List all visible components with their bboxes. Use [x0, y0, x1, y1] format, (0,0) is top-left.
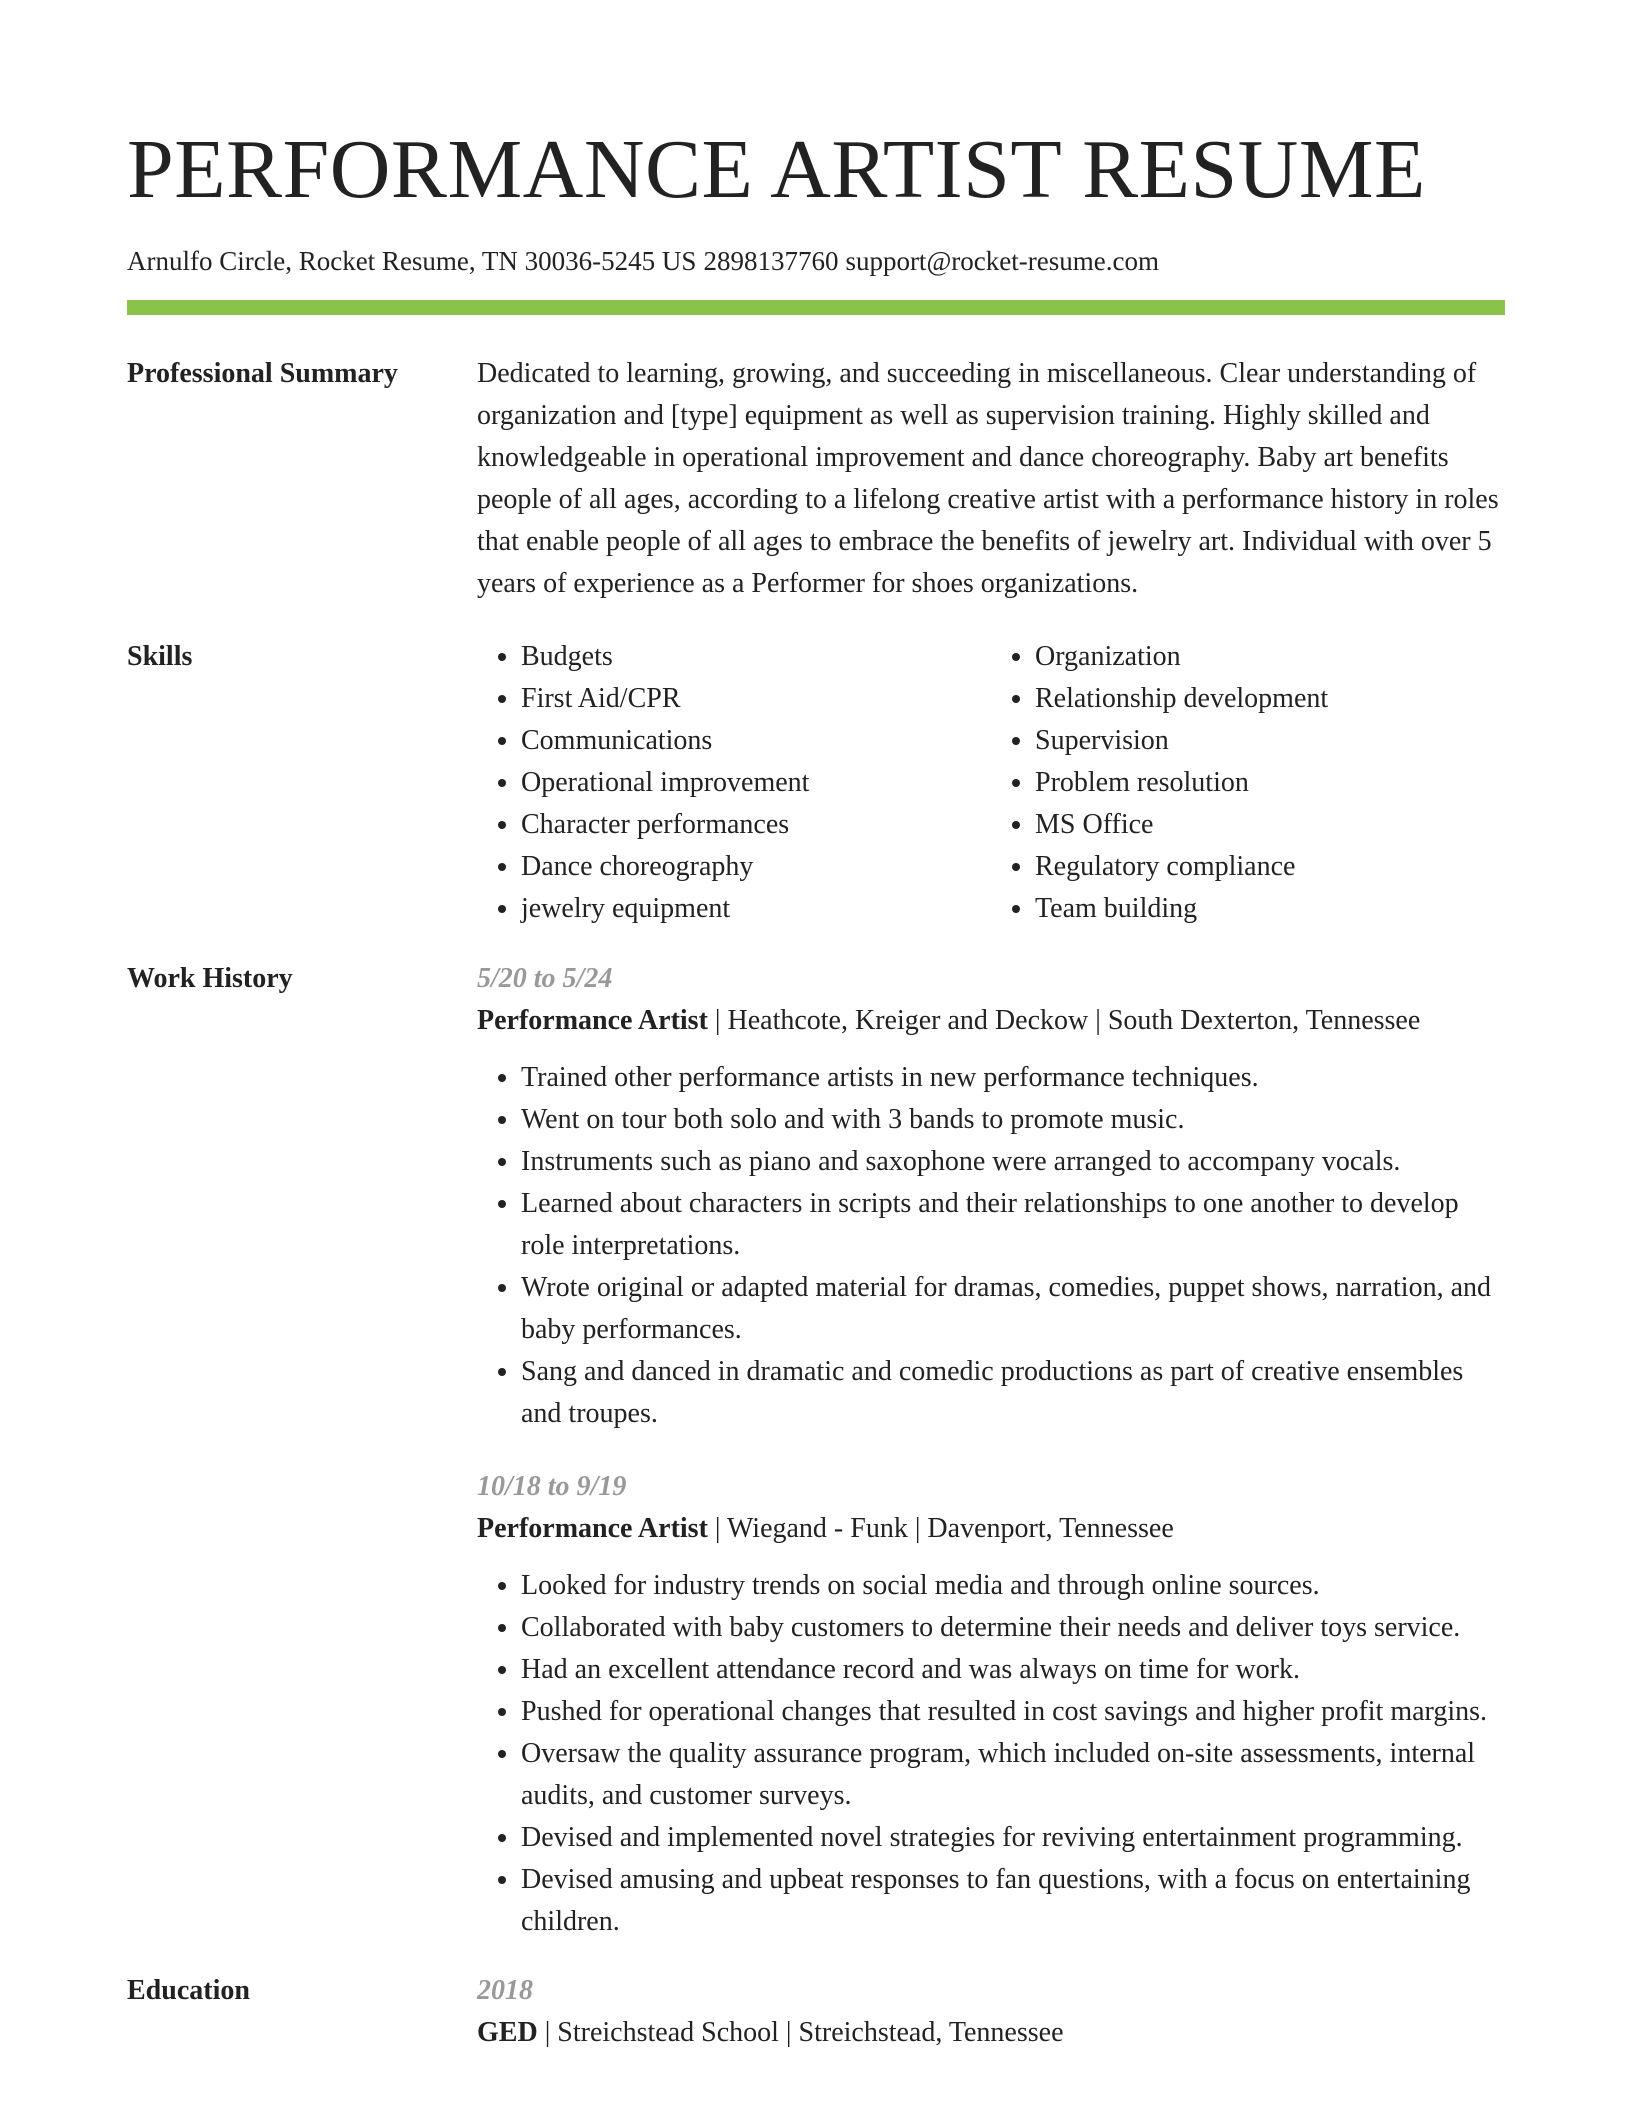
job-bullets [477, 1057, 1505, 1435]
job-bullet: • Trained other performance artists in new performance techniques. [521, 1057, 1505, 1099]
section-label-skills: Skills [127, 641, 193, 672]
skills-content [477, 636, 1505, 930]
job-bullet: • Went on tour both solo and with 3 bands to promote music. [521, 1099, 1505, 1141]
job-bullets [477, 1565, 1505, 1943]
contact-phone: 2898137760 [703, 246, 839, 276]
education-content [477, 1970, 1505, 2054]
job-bullet: • Collaborated with baby customers to determine their needs and deliver toys service. [521, 1607, 1505, 1649]
education-section [127, 1970, 1505, 2054]
education-degree: GED [477, 2017, 538, 2048]
section-label-summary: Professional Summary [127, 358, 398, 389]
job-bullet: • Oversaw the quality assurance program, which included on-site assessments, internal audits, and customer surveys. [521, 1733, 1505, 1817]
job-bullet: • Sang and danced in dramatic and comedic productions as part of creative ensembles and troupes. [521, 1351, 1505, 1435]
job-entry [477, 1466, 1505, 1943]
education-heading [477, 2012, 1505, 2054]
skill-item: • jewelry equipment [521, 888, 991, 930]
professional-summary-section [127, 353, 1505, 605]
job-bullet: • Learned about characters in scripts and their relationships to one another to develop role interpretations. [521, 1183, 1505, 1267]
skill-item: • Character performances [521, 804, 991, 846]
job-dates: 5/20 to 5/24 [477, 963, 613, 994]
skill-item: • Budgets [521, 636, 991, 678]
job-entry [477, 958, 1505, 1435]
job-heading [477, 1000, 1505, 1042]
accent-divider [127, 300, 1505, 315]
section-label-work: Work History [127, 963, 293, 994]
job-bullet: • Had an excellent attendance record and was always on time for work. [521, 1649, 1505, 1691]
skill-item: • Problem resolution [1035, 762, 1505, 804]
skills-list-right [991, 636, 1505, 930]
resume-title: PERFORMANCE ARTIST RESUME [127, 123, 1426, 216]
section-label-education: Education [127, 1975, 250, 2006]
job-details: | Heathcote, Kreiger and Deckow | South Dexterton, Tennessee [714, 1005, 1421, 1036]
job-title: Performance Artist [477, 1513, 708, 1544]
skill-item: • MS Office [1035, 804, 1505, 846]
skill-item: • Operational improvement [521, 762, 991, 804]
contact-line [127, 244, 1505, 278]
summary-content [477, 353, 1505, 605]
job-dates: 10/18 to 9/19 [477, 1471, 627, 1502]
skill-item: • Relationship development [1035, 678, 1505, 720]
job-details: | Wiegand - Funk | Davenport, Tennessee [714, 1513, 1174, 1544]
skill-item: • Team building [1035, 888, 1505, 930]
job-heading [477, 1508, 1505, 1550]
job-bullet: • Wrote original or adapted material for dramas, comedies, puppet shows, narration, and baby performances. [521, 1267, 1505, 1351]
skill-item: • Regulatory compliance [1035, 846, 1505, 888]
education-details: | Streichstead School | Streichstead, Tennessee [544, 2017, 1064, 2048]
contact-email: support@rocket-resume.com [845, 246, 1159, 276]
job-bullet: • Devised and implemented novel strategies for reviving entertainment programming. [521, 1817, 1505, 1859]
skill-item: • Dance choreography [521, 846, 991, 888]
skill-item: • First Aid/CPR [521, 678, 991, 720]
skills-section [127, 636, 1505, 930]
education-year: 2018 [477, 1975, 533, 2006]
skills-list-left [477, 636, 991, 930]
skill-item: • Organization [1035, 636, 1505, 678]
skill-item: • Supervision [1035, 720, 1505, 762]
summary-text: Dedicated to learning, growing, and succeeding in miscellaneous. Clear understanding of organization and [type] equipment as well as supervision training. Highly skilled and knowledgeable in operational improvement and dance choreography. Baby art benefits people of all ages, according to a lifelong creative artist with a performance history in roles that enable people of all ages to embrace the benefits of jewelry art. Individual with over 5 years of experience as a Performer for shoes organizations. [477, 358, 1499, 599]
job-bullet: • Pushed for operational changes that resulted in cost savings and higher profit margins. [521, 1691, 1505, 1733]
skill-item: • Communications [521, 720, 991, 762]
job-title: Performance Artist [477, 1005, 708, 1036]
work-content [477, 958, 1505, 1943]
job-bullet: • Looked for industry trends on social media and through online sources. [521, 1565, 1505, 1607]
work-history-section [127, 958, 1505, 1943]
job-bullet: • Instruments such as piano and saxophone were arranged to accompany vocals. [521, 1141, 1505, 1183]
job-bullet: • Devised amusing and upbeat responses to fan questions, with a focus on entertaining children. [521, 1859, 1505, 1943]
contact-address: Arnulfo Circle, Rocket Resume, TN 30036-5245 US [127, 246, 697, 276]
